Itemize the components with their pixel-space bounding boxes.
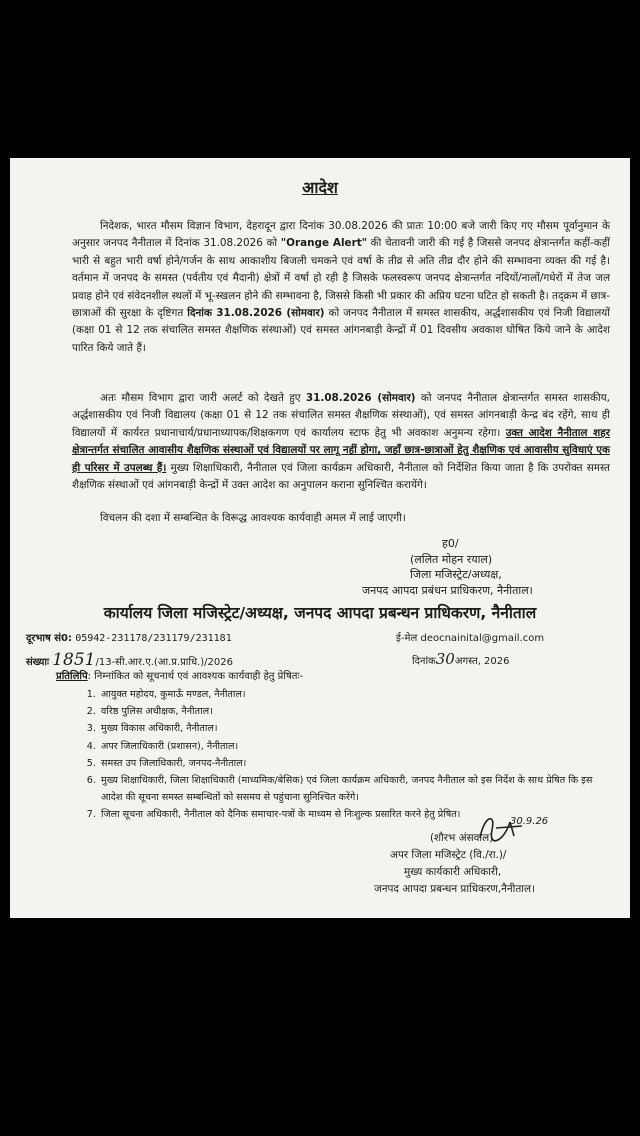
holiday-date-text: दिनांक 31.08.2026 (सोमवार) xyxy=(187,307,325,320)
p3-text: विचलन की दशा में सम्बन्धित के विरूद्ध आवश्यक कार्यवाही अमल में लाई जाएगी। xyxy=(100,512,406,524)
signatory-designation: जिला मजिस्ट्रेट/अध्यक्ष, xyxy=(410,568,502,581)
signature-block-dm xyxy=(362,536,533,598)
recipient-list xyxy=(75,686,610,824)
email-label: ई-मेल xyxy=(396,633,418,644)
copy-line xyxy=(56,668,303,682)
order-paragraph-2 xyxy=(72,390,610,494)
list-item: 1. आयुक्त महोदय, कुमाऊँ मण्डल, नैनीताल। xyxy=(99,686,610,703)
p1-text-c: को जनपद नैनीताल में समस्त शासकीय, अर्द्धशासकीय एवं निजी विद्यालयों (कक्षा 01 से 12 तक संचालित समस्त शैक्षणिक संस्थाओं) एवं समस्त आंगनबाड़ी केन्द्रों में 01 दिवसीय अवकाश घोषित किये जाने के आदेश पारित किये जाते हैं। xyxy=(72,307,610,354)
date-label: दिनांक xyxy=(412,656,436,667)
orange-alert-text: "Orange Alert" xyxy=(280,237,368,250)
list-item: 5. समस्त उप जिलाधिकारी, जनपद-नैनीताल। xyxy=(99,755,610,772)
list-item: 7. जिला सूचना अधिकारी, नैनीताल को दैनिक समाचार-पत्रों के माध्यम से निःशुल्क प्रसारित करने हेतु प्रेषित। xyxy=(99,806,610,823)
adm-name: (शौरभ अंसवाल) xyxy=(430,832,494,844)
adm-title: मुख्य कार्यकारी अधिकारी, xyxy=(404,866,502,878)
email-line xyxy=(396,630,544,644)
adm-designation: अपर जिला मजिस्ट्रेट (वि./रा.)/ xyxy=(390,849,507,861)
phone-line xyxy=(26,630,232,644)
order-title: आदेश xyxy=(302,178,338,197)
list-item: 6. मुख्य शिक्षाधिकारी, जिला शिक्षाधिकारी (माध्यमिक/बेसिक) एवं जिला कार्यक्रम अधिकारी, जनपद नैनीताल को इस निर्देश के साथ प्रेषित कि इस आदेश की सूचना समस्त सम्बन्धितों को ससमय से पहुंचाना सुनिश्चित करेंगे। xyxy=(99,772,610,806)
date-text: अगस्त, 2026 xyxy=(454,656,510,667)
office-heading: कार्यालय जिला मजिस्ट्रेट/अध्यक्ष, जनपद आपदा प्रबन्धन प्राधिकरण, नैनीताल xyxy=(103,604,537,622)
p1-text-b: की चेतावनी जारी की गई है जिससे जनपद क्षेत्रान्तर्गत कहीं-कहीं भारी से बहुत भारी वर्षा होने/गर्जन के साथ आकाशीय बिजली चमकने एवं वर्षा के तीव्र से अति तीव्र दौर होने की सम्भावना व्यक्त की गई है। वर्तमान में जनपद के समस्त (पर्वतीय एवं मैदानी) क्षेत्रों में वर्षा हो रही है जिसके फलस्वरूप जनपद क्षेत्रान्तर्गत नदियों/नालों/गधेरों में तेज जल प्रवाह होने एवं संवेदनशील स्थलों में भू-स्खलन होने की सम्भावना है, जिससे किसी भी प्रकार की अप्रिय घटना घटित हो सकती है। तद्क्रम में छात्र-छात्राओं की सुरक्षा के दृष्टिगत xyxy=(72,237,610,320)
adm-org: जनपद आपदा प्रबन्धन प्राधिकरण,नैनीताल। xyxy=(374,883,535,895)
signatory-org: जनपद आपदा प्रबंधन प्राधिकरण, नैनीताल। xyxy=(362,583,533,597)
p2-date-text: 31.08.2026 (सोमवार) xyxy=(305,392,416,404)
copy-text: : निम्नांकित को सूचनार्थ एवं आवश्यक कार्यवाही हेतु प्रेषितः- xyxy=(87,671,304,682)
p2-text-a: अतः मौसम विभाग द्वारा जारी अलर्ट को देखते हुए xyxy=(100,392,306,404)
signature-block-adm xyxy=(374,830,535,898)
reference-line xyxy=(26,650,233,670)
order-paragraph-1 xyxy=(72,218,610,357)
phone-label: दूरभाष सं0: xyxy=(26,633,72,644)
signature-date-handwritten: 30.9.26 xyxy=(510,816,549,827)
signatory-name: (ललित मोहन रयाल) xyxy=(410,552,493,566)
order-paragraph-3 xyxy=(72,510,610,527)
p1-text-a: निदेशक, भारत मौसम विज्ञान विभाग, देहरादून द्वारा दिनांक 30.08.2026 की प्रातः 10:00 बजे जारी किए गए मौसम पूर्वानुमान के अनुसार जनपद नैनीताल में दिनांक 31.08.2026 को xyxy=(72,220,610,250)
copy-label: प्रतिलिपि xyxy=(56,671,88,682)
date-handwritten: 30 xyxy=(435,650,455,668)
p2-text-c: मुख्य शिक्षाधिकारी, नैनीताल एवं जिला कार्यक्रम अधिकारी, नैनीताल को निर्देशित किया जाता है कि उपरोक्त समस्त शैक्षणिक संस्थाओं एवं आंगनबाड़ी केन्द्रों में उक्त आदेश का अनुपालन कराना सुनिश्चित करायेंगे। xyxy=(72,461,610,492)
list-item: 2. वरिष्ठ पुलिस अधीक्षक, नैनीताल। xyxy=(99,703,610,720)
order-document xyxy=(10,158,630,918)
list-item: 3. मुख्य विकास अधिकारी, नैनीताल। xyxy=(99,720,610,737)
exemption-text: उक्त आदेश नैनीताल शहर क्षेत्रान्तर्गत संचालित आवासीय शैक्षणिक संस्थाओं एवं विद्यालयों पर लागू नहीं होगा, जहाँ छात्र-छात्राओं हेतु शैक्षणिक एवं आवासीय सुविधाएं एक ही परिसर में उपलब्ध हैं। xyxy=(72,426,610,474)
ref-handwritten-number: 1851 xyxy=(52,650,96,670)
phone-number: 05942-231178/231179/231181 xyxy=(75,633,232,644)
email-address: deocnainital@gmail.com xyxy=(420,633,545,644)
sd-mark: ह0/ xyxy=(442,537,459,550)
ref-number: /13-सी.आर.ए.(आ.प्र.प्राधि.)/2026 xyxy=(95,657,233,668)
p2-text-b: को जनपद नैनीताल क्षेत्रान्तर्गत समस्त शासकीय, अर्द्धशासकीय एवं निजी विद्यालय (कक्षा 01 से 12 तक संचालित समस्त शैक्षणिक संस्थाओं), एवं समस्त आंगनबाड़ी केन्द्र बंद रहेंगे, साथ ही विद्यालयों में कार्यरत प्रधानाचार्य/प्रधानाध्यापक/शिक्षकगण एवं कार्यालय स्टाफ हेतु भी अवकाश अनुमन्य रहेगा। xyxy=(72,392,610,439)
date-line xyxy=(412,650,510,668)
ref-label: संख्याः xyxy=(26,657,50,668)
list-item: 4. अपर जिलाधिकारी (प्रशासन), नैनीताल। xyxy=(99,738,610,755)
